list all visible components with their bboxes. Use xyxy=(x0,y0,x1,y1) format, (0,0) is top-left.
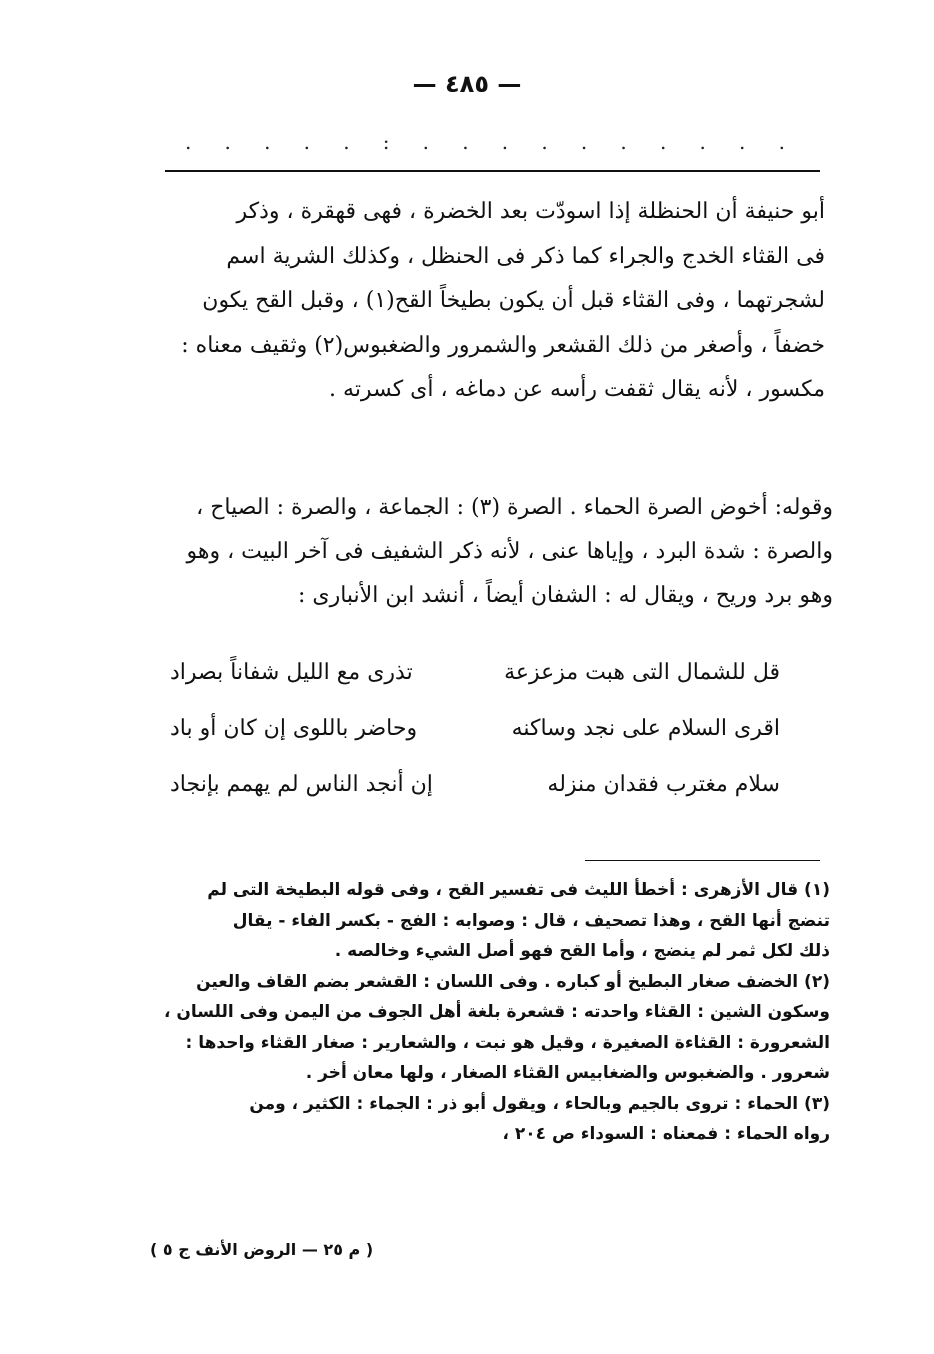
footnote-line: (٣) الحماء : تروى بالجيم وبالحاء ، ويقول أبو ذر : الجماء : الكثير ، ومن xyxy=(249,1093,830,1114)
footnote-line: وسكون الشين : القثاء واحدته : قشعرة بلغة أهل الجوف من اليمن وفى اللسان ، xyxy=(163,1002,830,1022)
footnote-line: ذلك لكل ثمر لم ينضج ، وأما القح فهو أصل الشيء وخالصه . xyxy=(334,941,830,961)
ornament-dot: . xyxy=(739,130,746,154)
top-divider xyxy=(165,170,820,172)
text-line: أبو حنيفة أن الحنظلة إذا اسودّت بعد الخضرة ، فهى قهقرة ، وذكر xyxy=(236,199,825,224)
ornament-dot: . xyxy=(185,130,192,154)
ornament-dot: . xyxy=(659,130,667,154)
poem-verse xyxy=(170,660,780,716)
book-signature: ( م ٢٥ — الروض الأنف ج ٥ ) xyxy=(150,1240,374,1259)
verse-second-hemistich: وحاضر باللوى إن كان أو باد xyxy=(170,716,418,741)
verse-first-hemistich: قل للشمال التى هبت مزعزعة xyxy=(504,660,780,685)
paragraph-1 xyxy=(160,190,825,413)
ornament-dot: . xyxy=(541,130,548,154)
ornament-dot: . xyxy=(580,130,588,154)
ornament-dots xyxy=(185,130,785,154)
ornament-dot: . xyxy=(303,130,310,154)
ornament-dot: . xyxy=(778,130,785,154)
poem-verse xyxy=(170,716,780,772)
verse-second-hemistich: إن أنجد الناس لم يهمم بإنجاد xyxy=(170,772,433,797)
footnote-line: رواه الحماء : فمعناه : السوداء ص ٢٠٤ ، xyxy=(502,1124,830,1144)
paragraph-2 xyxy=(118,486,833,618)
footnotes xyxy=(130,875,830,1150)
footnote-line: تنضج أنها القح ، وهذا تصحيف ، قال : وصوابه : الفج - بكسر الفاء - يقال xyxy=(232,910,830,931)
footnote-line: (٢) الخضف صغار البطيخ أو كباره . وفى اللسان : القشعر بضم القاف والعين xyxy=(196,971,830,992)
text-line: خضفاً ، وأصغر من ذلك القشعر والشمرور والضغبوس(٢) وثقيف معناه : xyxy=(181,332,825,358)
ornament-dot: . xyxy=(699,130,706,154)
poem xyxy=(170,660,780,828)
footnote-line: الشعرورة : القثاءة الصغيرة ، وقيل هو نبت ، والشعارير : صغار القثاء واحدها : xyxy=(185,1032,830,1053)
ornament-dot: . xyxy=(620,130,627,154)
poem-verse xyxy=(170,772,780,828)
text-line: لشجرتهما ، وفى القثاء قبل أن يكون بطيخاً القح(١) ، وقبل القح يكون xyxy=(202,288,825,313)
footnote-line: شعرور . والضغبوس والضغابيس القثاء الصغار ، ولها معان أخر . xyxy=(305,1063,830,1083)
ornament-dot: . xyxy=(501,130,509,154)
verse-first-hemistich: اقرى السلام على نجد وساكنه xyxy=(511,716,780,741)
footnote-divider xyxy=(585,860,820,861)
text-line: مكسور ، لأنه يقال ثقفت رأسه عن دماغه ، أى كسرته . xyxy=(329,377,825,402)
verse-second-hemistich: تذرى مع الليل شفاناً بصراد xyxy=(170,660,413,685)
footnote-line: (١) قال الأزهرى : أخطأ الليث فى تفسير القح ، وفى قوله البطيخة التى لم xyxy=(207,880,830,900)
page-number: — ٤٨٥ — xyxy=(412,70,522,98)
ornament-dot: . xyxy=(343,130,350,154)
text-line: وهو برد وريح ، ويقال له : الشفان أيضاً ، أنشد ابن الأنبارى : xyxy=(297,583,833,608)
ornament-dot: . xyxy=(462,130,469,154)
verse-first-hemistich: سلام مغترب فقدان منزله xyxy=(547,772,780,797)
text-line: فى القثاء الخدج والجراء كما ذكر فى الحنظل ، وكذلك الشرية اسم xyxy=(226,243,825,269)
ornament-dot: : xyxy=(382,130,390,154)
text-line: وقوله: أخوض الصرة الحماء . الصرة (٣) : الجماعة ، والصرة : الصياح ، xyxy=(196,495,833,520)
ornament-dot: . xyxy=(224,130,231,154)
ornament-dot: . xyxy=(264,130,271,154)
text-line: والصرة : شدة البرد ، وإياها عنى ، لأنه ذكر الشفيف فى آخر البيت ، وهو xyxy=(186,539,833,564)
ornament-dot: . xyxy=(422,130,430,154)
